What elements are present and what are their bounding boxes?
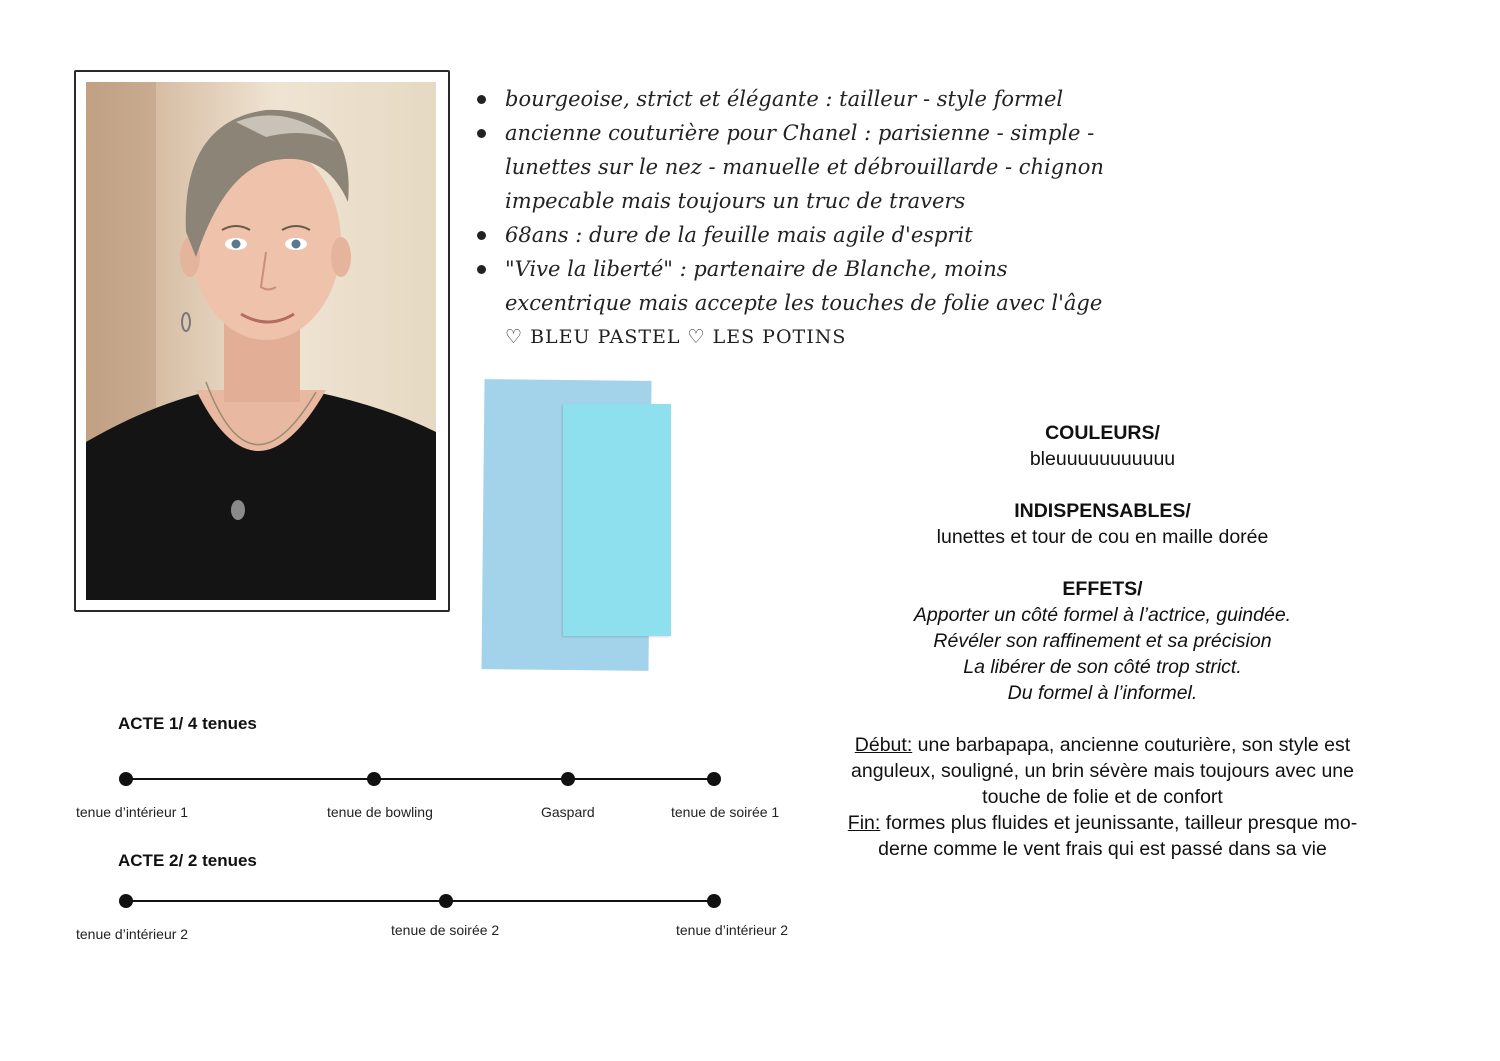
effets-line: La libérer de son côté trop strict. <box>963 656 1242 678</box>
fin-text: formes plus fluides et jeunissante, tailleur presque mo- <box>880 812 1358 834</box>
costume-notes-column <box>800 420 1405 862</box>
debut-paragraph <box>800 732 1405 758</box>
couleurs-heading: COULEURS/ <box>1045 422 1160 444</box>
acte1-label: Gaspard <box>541 804 595 820</box>
debut-line: touche de folie et de confort <box>982 786 1223 808</box>
acte1-timeline-point <box>119 772 133 786</box>
effets-line: Du formel à l’informel. <box>1007 682 1198 704</box>
acte1-timeline-point <box>707 772 721 786</box>
acte1-label: tenue de soirée 1 <box>671 804 780 820</box>
note-item: bourgeoise, strict et élégante : tailleur - style formel <box>475 82 1135 116</box>
debut-line: anguleux, souligné, un brin sévère mais toujours avec une <box>851 760 1354 782</box>
acte2-timeline-line <box>126 900 714 902</box>
note-item: ancienne couturière pour Chanel : parisienne - simple - lunettes sur le nez - manuelle et débrouillarde - chignon impecable mais toujours un truc de travers <box>475 116 1135 218</box>
acte2-label: tenue de soirée 2 <box>391 922 500 938</box>
acte2-timeline-point <box>707 894 721 908</box>
portrait-photo-frame <box>74 70 450 612</box>
debut-label: Début: <box>854 734 913 756</box>
acte2-label: tenue d’intérieur 2 <box>76 926 189 942</box>
fin-paragraph <box>800 810 1405 836</box>
acte2-timeline-point <box>119 894 133 908</box>
acte1-label: tenue de bowling <box>327 804 433 820</box>
couleurs-text: bleuuuuuuuuuuu <box>1029 448 1176 470</box>
portrait-illustration <box>86 82 436 600</box>
acte1-timeline-point <box>561 772 575 786</box>
acte2-label: tenue d’intérieur 2 <box>676 922 789 938</box>
handwritten-notes <box>475 82 1135 354</box>
acte1-timeline-line <box>126 778 714 780</box>
note-item: 68ans : dure de la feuille mais agile d'esprit <box>475 218 1135 252</box>
acte2-timeline-point <box>439 894 453 908</box>
likes-line: ♡ BLEU PASTEL ♡ LES POTINS <box>505 326 847 348</box>
effets-line: Apporter un côté formel à l’actrice, guindée. <box>913 604 1292 626</box>
indispensables-heading: INDISPENSABLES/ <box>1014 500 1191 522</box>
effets-line: Révéler son raffinement et sa précision <box>933 630 1272 652</box>
fin-line: derne comme le vent frais qui est passé dans sa vie <box>878 838 1327 860</box>
color-swatch-aqua <box>563 404 671 636</box>
acte2-title: ACTE 2/ 2 tenues <box>118 851 257 870</box>
note-item: "Vive la liberté" : partenaire de Blanche, moins excentrique mais accepte les touches de folie avec l'âge <box>475 252 1135 320</box>
portrait-photo <box>86 82 436 600</box>
acte1-timeline-point <box>367 772 381 786</box>
acte1-title: ACTE 1/ 4 tenues <box>118 714 257 733</box>
effets-heading: EFFETS/ <box>1062 578 1143 600</box>
indispensables-text: lunettes et tour de cou en maille dorée <box>936 526 1269 548</box>
acte1-label: tenue d’intérieur 1 <box>76 804 189 820</box>
fin-label: Fin: <box>847 812 881 834</box>
debut-text: une barbapapa, ancienne couturière, son style est <box>912 734 1351 756</box>
